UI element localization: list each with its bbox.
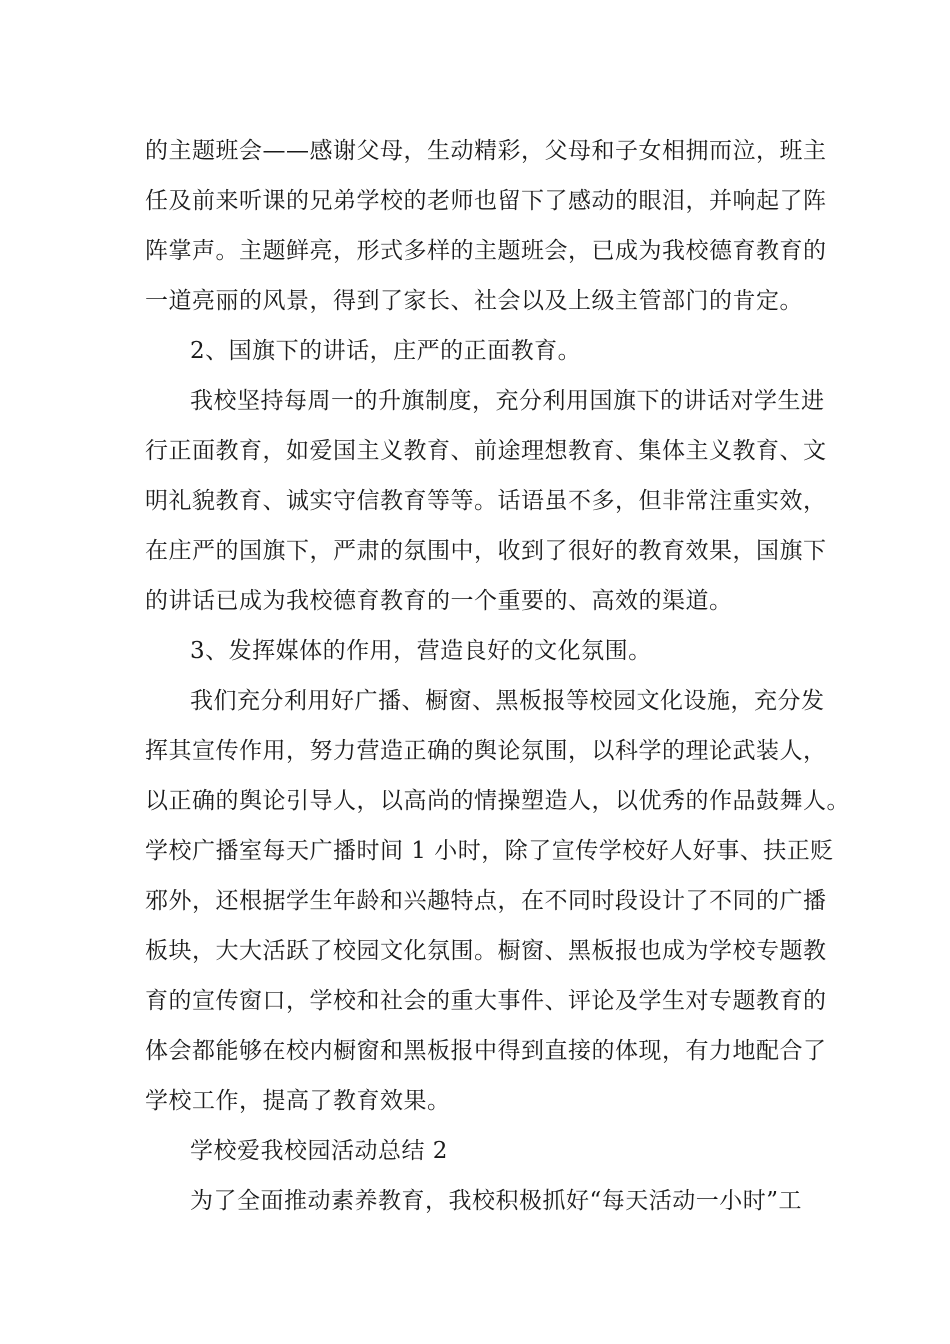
text-line: 我校坚持每周一的升旗制度，充分利用国旗下的讲话对学生进 [190,388,825,414]
text-line: 行正面教育，如爱国主义教育、前途理想教育、集体主义教育、文 [145,438,827,464]
text-line: 育的宣传窗口，学校和社会的重大事件、评论及学生对专题教育的 [145,988,827,1014]
text-line: 阵掌声。主题鲜亮，形式多样的主题班会，已成为我校德育教育的 [145,238,827,264]
text-line: 挥其宣传作用，努力营造正确的舆论氛围，以科学的理论武装人， [145,738,827,764]
text-line: 以正确的舆论引导人，以高尚的情操塑造人，以优秀的作品鼓舞人。 [145,788,850,814]
section-heading: 3、发挥媒体的作用，营造良好的文化氛围。 [190,638,652,664]
text-line: 我们充分利用好广播、橱窗、黑板报等校园文化设施，充分发 [190,688,825,714]
text-line: 的主题班会——感谢父母，生动精彩，父母和子女相拥而泣，班主 [145,138,827,164]
text-line: 邪外，还根据学生年龄和兴趣特点，在不同时段设计了不同的广播 [145,888,827,914]
text-line: 体会都能够在校内橱窗和黑板报中得到直接的体现，有力地配合了 [145,1038,827,1064]
text-line: 一道亮丽的风景，得到了家长、社会以及上级主管部门的肯定。 [145,288,803,314]
article-title: 学校爱我校园活动总结 2 [190,1138,448,1164]
text-line: 学校工作，提高了教育效果。 [145,1088,451,1114]
text-line: 在庄严的国旗下，严肃的氛围中，收到了很好的教育效果，国旗下 [145,538,827,564]
text-line: 任及前来听课的兄弟学校的老师也留下了感动的眼泪，并响起了阵 [145,188,827,214]
text-line: 的讲话已成为我校德育教育的一个重要的、高效的渠道。 [145,588,733,614]
text-line: 学校广播室每天广播时间 1 小时，除了宣传学校好人好事、扶正贬 [145,838,834,864]
section-heading: 2、国旗下的讲话，庄严的正面教育。 [190,338,582,364]
text-line: 为了全面推动素养教育，我校积极抓好“每天活动一小时”工 [190,1188,803,1214]
text-line: 板块，大大活跃了校园文化氛围。橱窗、黑板报也成为学校专题教 [145,938,827,964]
text-line: 明礼貌教育、诚实守信教育等等。话语虽不多，但非常注重实效， [145,488,827,514]
